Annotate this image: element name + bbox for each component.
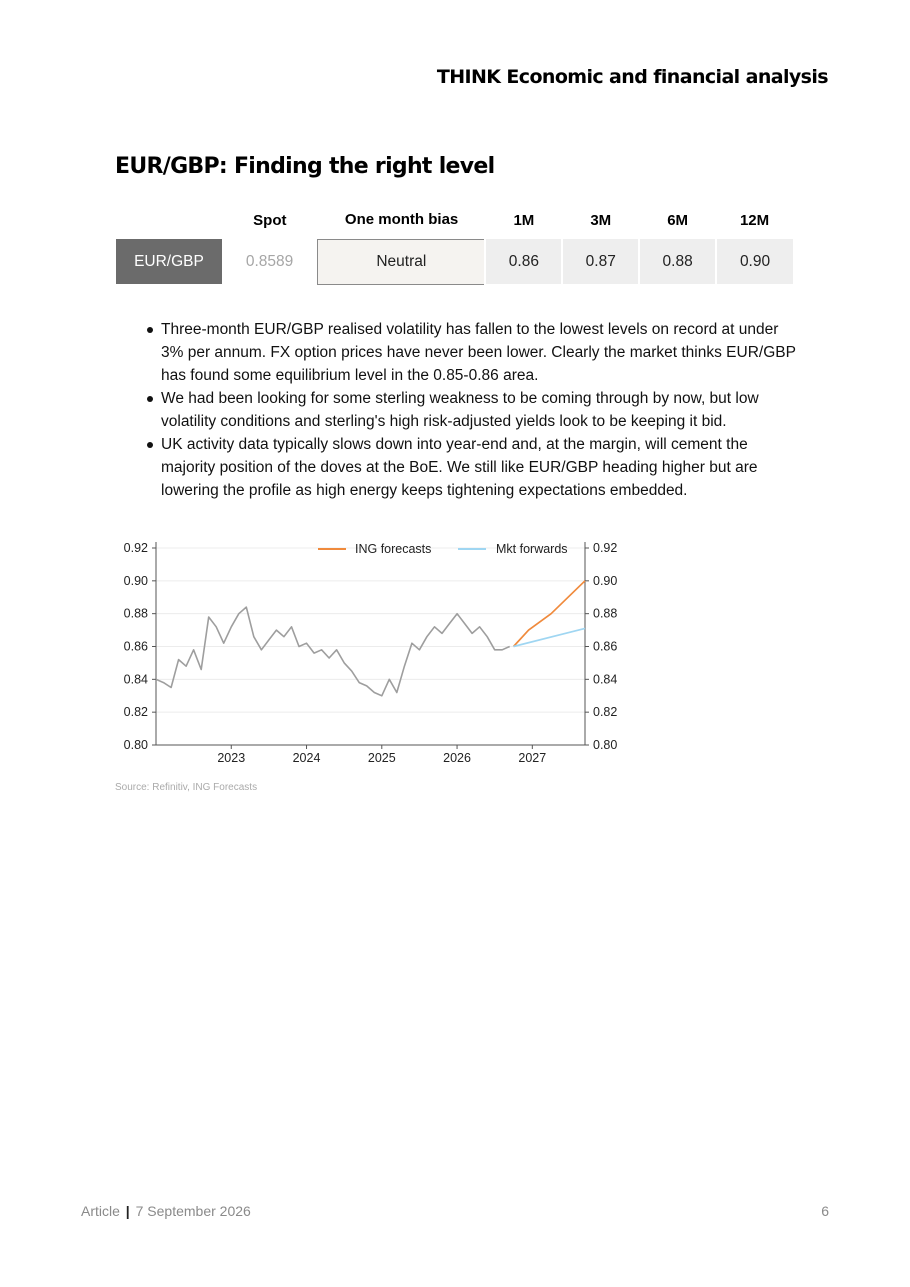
bullet-item-3: UK activity data typically slows down into year-end and, at the margin, will cement the majority position of the doves at the BoE. We still like EUR/GBP heading higher but are lowering the profile as high energy keeps tightening expectations embedded. bbox=[145, 433, 805, 502]
y-tick-label-right: 0.80 bbox=[593, 738, 618, 752]
page-number: 6 bbox=[821, 1203, 829, 1219]
y-tick-label-left: 0.82 bbox=[123, 705, 148, 720]
section-title: EUR/GBP: Finding the right level bbox=[115, 154, 495, 179]
y-tick-label-right: 0.92 bbox=[593, 541, 618, 555]
header-1m: 1M bbox=[513, 211, 535, 229]
cell-6m: 0.88 bbox=[639, 239, 716, 284]
x-tick-label: 2025 bbox=[367, 751, 396, 765]
history-series-line bbox=[156, 607, 510, 696]
bullet-item-2: We had been looking for some sterling weakness to be coming through by now, but low volatility conditions and sterling's high risk-adjusted yields look to be keeping it bid. bbox=[145, 387, 805, 433]
y-tick-label-left: 0.80 bbox=[123, 738, 148, 752]
header-6m: 6M bbox=[667, 211, 689, 229]
bullet-list bbox=[145, 318, 805, 502]
x-tick-label: 2026 bbox=[443, 751, 471, 765]
x-tick-label: 2024 bbox=[292, 751, 321, 765]
cell-1m: 0.86 bbox=[485, 239, 562, 284]
table-header-row bbox=[116, 201, 793, 239]
mkt-forwards-series-line bbox=[514, 628, 586, 646]
cell-bias: Neutral bbox=[318, 239, 486, 284]
forecast-table bbox=[116, 201, 793, 285]
x-tick-label: 2023 bbox=[217, 751, 246, 765]
y-tick-label-left: 0.88 bbox=[123, 606, 148, 621]
cell-pair: EUR/GBP bbox=[116, 239, 222, 284]
header-spot: Spot bbox=[253, 211, 287, 229]
header-3m: 3M bbox=[590, 211, 612, 229]
y-tick-label-left: 0.86 bbox=[123, 639, 148, 654]
footer-article-date bbox=[81, 1203, 251, 1219]
cell-3m: 0.87 bbox=[562, 239, 639, 284]
y-tick-label-right: 0.84 bbox=[593, 672, 618, 687]
y-tick-label-left: 0.90 bbox=[123, 573, 148, 588]
bullet-item-1: Three-month EUR/GBP realised volatility has fallen to the lowest levels on record at under 3% per annum. FX option prices have never been lower. Clearly the market thinks EUR/GBP has found some equilibrium level in the 0.85-0.86 area. bbox=[145, 318, 805, 387]
header-12m: 12M bbox=[739, 211, 770, 229]
x-tick-label: 2027 bbox=[518, 751, 547, 765]
brand-header: THINK Economic and financial analysis bbox=[436, 66, 828, 88]
y-tick-label-right: 0.82 bbox=[593, 705, 618, 720]
chart-svg bbox=[112, 528, 632, 768]
footer-label: Article bbox=[81, 1203, 120, 1219]
y-tick-label-left: 0.84 bbox=[123, 672, 148, 687]
header-empty-cell bbox=[116, 201, 222, 239]
footer-separator: | bbox=[125, 1203, 130, 1219]
y-tick-label-right: 0.88 bbox=[593, 606, 618, 621]
header-bias: One month bias bbox=[344, 211, 459, 229]
cell-spot: 0.8589 bbox=[222, 239, 318, 284]
legend-label-ing: ING forecasts bbox=[355, 542, 432, 556]
eurgbp-chart bbox=[112, 528, 632, 768]
table-row bbox=[116, 239, 793, 284]
legend-label-mkt: Mkt forwards bbox=[496, 542, 568, 556]
y-tick-label-right: 0.90 bbox=[593, 573, 618, 588]
y-tick-label-right: 0.86 bbox=[593, 639, 618, 654]
footer-date: 7 September 2026 bbox=[135, 1203, 251, 1219]
y-tick-label-left: 0.92 bbox=[123, 541, 148, 555]
source-note: Source: Refinitiv, ING Forecasts bbox=[115, 782, 258, 793]
cell-12m: 0.90 bbox=[716, 239, 793, 284]
